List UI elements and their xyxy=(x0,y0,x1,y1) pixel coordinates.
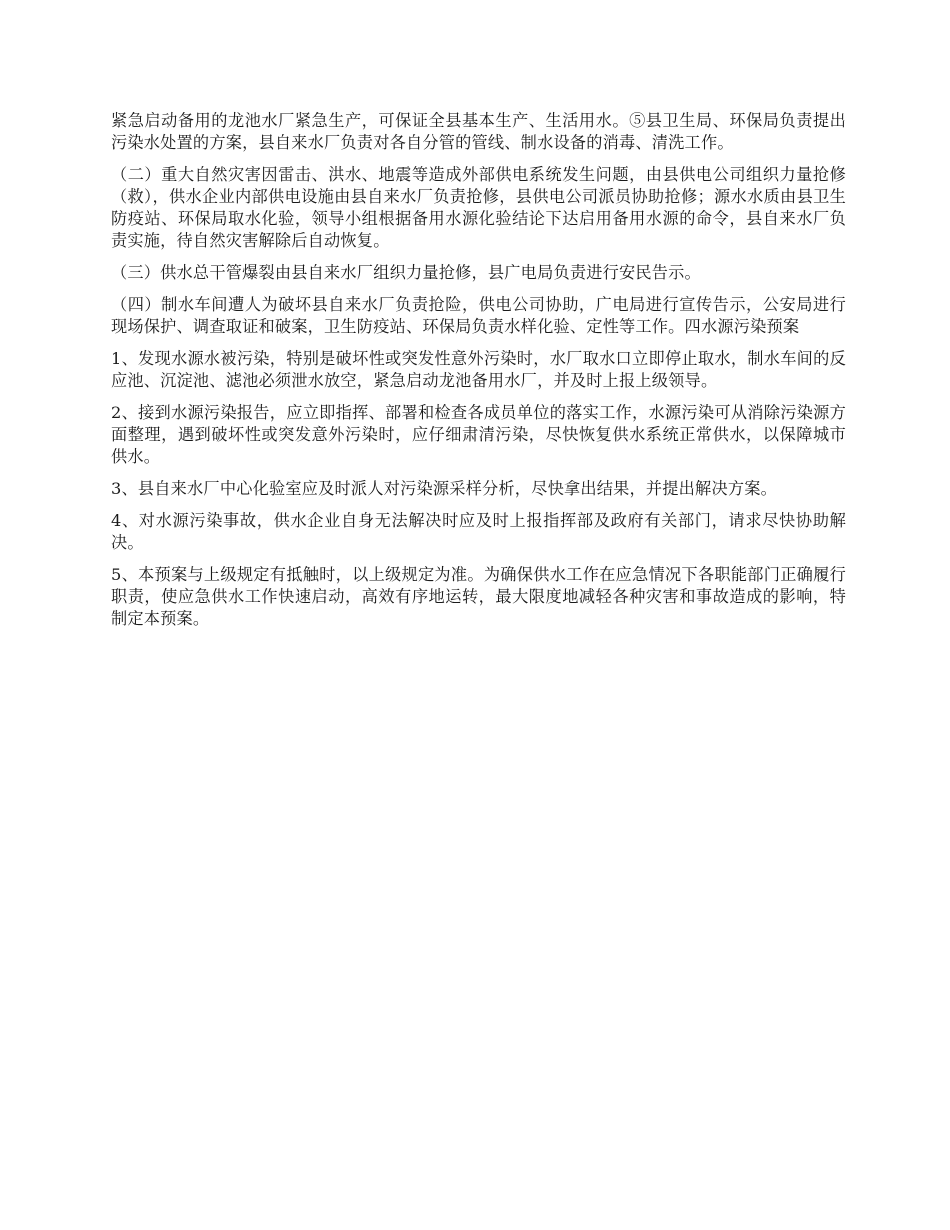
paragraph-2: （二）重大自然灾害因雷击、洪水、地震等造成外部供电系统发生问题，由县供电公司组织力量抢修（救），供水企业内部供电设施由县自来水厂负责抢修，县供电公司派员协助抢修；源水水质由县卫生防疫站、环保局取水化验，领导小组根据备用水源化验结论下达启用备用水源的命令，县自来水厂负责实施，待自然灾害解除后自动恢复。 xyxy=(111,165,846,250)
paragraph-7: 3、县自来水厂中心化验室应及时派人对污染源采样分析，尽快拿出结果，并提出解决方案。 xyxy=(111,479,777,498)
paragraph-3: （三）供水总干管爆裂由县自来水厂组织力量抢修，县广电局负责进行安民告示。 xyxy=(111,263,701,282)
paragraph-8: 4、对水源污染事故，供水企业自身无法解决时应及时上报指挥部及政府有关部门，请求尽快协助解决。 xyxy=(111,511,846,552)
paragraph-1: 紧急启动备用的龙池水厂紧急生产，可保证全县基本生产、生活用水。⑤县卫生局、环保局负责提出污染水处置的方案，县自来水厂负责对各自分管的管线、制水设备的消毒、清洗工作。 xyxy=(111,111,846,152)
document-body xyxy=(111,110,846,640)
paragraph-6: 2、接到水源污染报告，应立即指挥、部署和检查各成员单位的落实工作，水源污染可从消除污染源方面整理，遇到破坏性或突发意外污染时，应仔细肃清污染，尽快恢复供水系统正常供水，以保障城市供水。 xyxy=(111,403,846,466)
paragraph-5: 1、发现水源水被污染，特别是破坏性或突发性意外污染时，水厂取水口立即停止取水，制水车间的反应池、沉淀池、滤池必须泄水放空，紧急启动龙池备用水厂，并及时上报上级领导。 xyxy=(111,349,846,390)
paragraph-9: 5、本预案与上级规定有抵触时，以上级规定为准。为确保供水工作在应急情况下各职能部门正确履行职责，使应急供水工作快速启动，高效有序地运转，最大限度地减轻各种灾害和事故造成的影响，特制定本预案。 xyxy=(111,565,846,628)
paragraph-4: （四）制水车间遭人为破坏县自来水厂负责抢险，供电公司协助，广电局进行宣传告示，公安局进行现场保护、调查取证和破案，卫生防疫站、环保局负责水样化验、定性等工作。四水源污染预案 xyxy=(111,295,846,336)
